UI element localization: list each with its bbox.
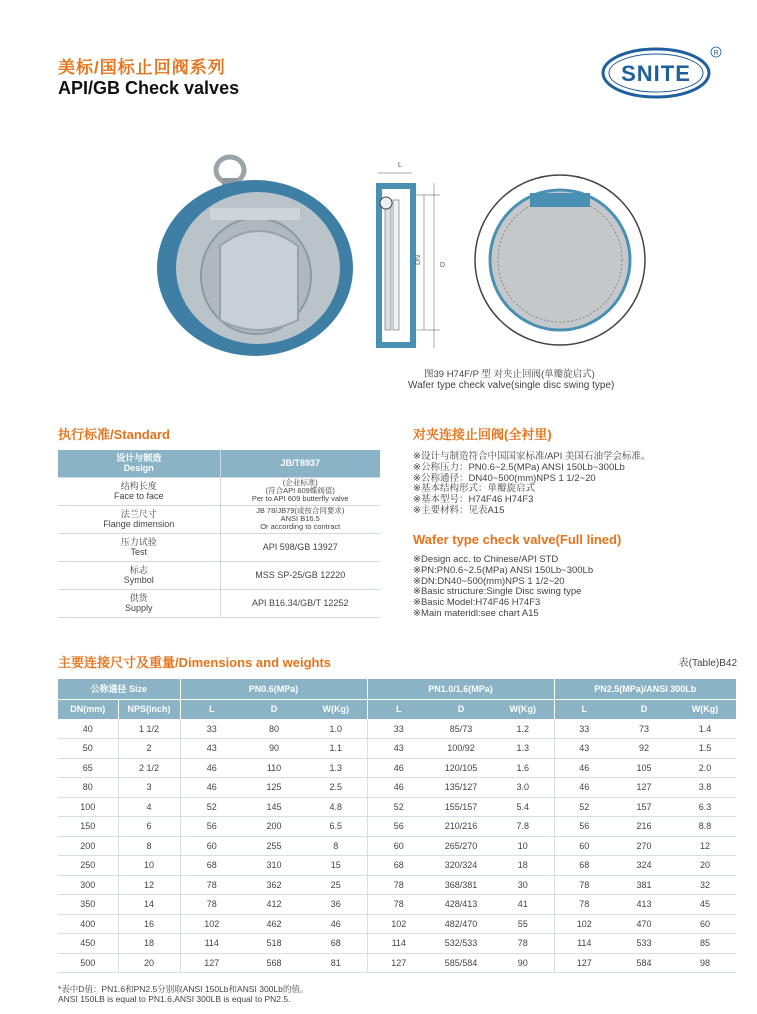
table-row: [58, 817, 736, 837]
table-row: [58, 758, 736, 778]
figure-caption-cn: 图39 H74F/P 型 对夹止回阀(单瓣旋启式): [424, 369, 595, 380]
table-cell: 36: [305, 895, 367, 915]
table-cell: 68: [305, 934, 367, 954]
table-cell: 157: [614, 797, 674, 817]
standard-row: [58, 589, 380, 617]
row-label-en: Symbol: [123, 575, 154, 585]
table-cell: 78: [180, 895, 243, 915]
row-value: API 598/GB 13927: [220, 533, 380, 561]
table-cell: 584: [614, 953, 674, 973]
row-label-cn: 标志: [129, 565, 148, 575]
valve-photo: [150, 150, 360, 360]
row-label-en: Supply: [124, 603, 153, 613]
table-cell: 6.3: [674, 797, 736, 817]
table-cell: 46: [367, 778, 430, 798]
table-cell: 210/216: [430, 817, 492, 837]
spec-line: ※主要材料：见表A15: [413, 504, 505, 516]
table-row: [58, 739, 736, 759]
header-design-cn: 设计与制造: [116, 453, 162, 464]
table-cell: 400: [58, 914, 118, 934]
table-cell: 6.5: [305, 817, 367, 837]
table-cell: 46: [554, 758, 614, 778]
table-cell: 32: [674, 875, 736, 895]
note-en: ANSI 150LB is equal to PN1.6,ANSI 300LB is equal to PN2.5.: [58, 994, 291, 1004]
table-cell: 90: [492, 953, 554, 973]
col-header: L: [554, 699, 614, 719]
col-header: W(Kg): [674, 699, 736, 719]
row-value: JB 78/JB79(或按合同要求): [256, 506, 345, 515]
table-cell: 8.8: [674, 817, 736, 837]
table-cell: 78: [367, 875, 430, 895]
table-label: 表(Table)B42: [678, 658, 737, 669]
table-cell: 114: [554, 934, 614, 954]
table-cell: 412: [243, 895, 305, 915]
table-cell: 102: [367, 914, 430, 934]
col-header: NPS(inch): [118, 699, 180, 719]
table-cell: 155/157: [430, 797, 492, 817]
dim-dn-label: DN: [415, 254, 422, 265]
table-cell: 470: [614, 914, 674, 934]
table-cell: 43: [180, 739, 243, 759]
spec-line: ※基本结构形式：单瓣旋启式: [413, 483, 535, 495]
spec-line: ※Design acc. to Chinese/API STD: [413, 554, 559, 565]
table-row: [58, 934, 736, 954]
table-cell: 12: [118, 875, 180, 895]
table-cell: 250: [58, 856, 118, 876]
table-cell: 68: [180, 856, 243, 876]
row-value: Or according to contract: [260, 522, 341, 531]
table-cell: 532/533: [430, 934, 492, 954]
spec-en-heading: Wafer type check valve(Full lined): [413, 532, 622, 547]
table-row: [58, 797, 736, 817]
table-cell: 78: [180, 875, 243, 895]
registered-mark: R: [713, 50, 719, 57]
table-cell: 78: [554, 875, 614, 895]
table-cell: 100/92: [430, 739, 492, 759]
col-header: D: [243, 699, 305, 719]
spec-en-list: [413, 555, 593, 620]
standard-table: [58, 450, 380, 618]
table-cell: 15: [305, 856, 367, 876]
spec-line: ※Main materidl:see chart A15: [413, 607, 539, 619]
row-label-en: Face to face: [113, 491, 164, 501]
table-cell: 265/270: [430, 836, 492, 856]
table-cell: 46: [305, 914, 367, 934]
col-header: W(Kg): [492, 699, 554, 719]
table-note: [58, 984, 308, 1004]
table-cell: 125: [243, 778, 305, 798]
table-cell: 368/381: [430, 875, 492, 895]
table-cell: 8: [305, 836, 367, 856]
table-cell: 33: [554, 719, 614, 739]
table-cell: 568: [243, 953, 305, 973]
group-header: PN1.0/1.6(MPa): [367, 679, 554, 699]
table-cell: 81: [305, 953, 367, 973]
table-cell: 310: [243, 856, 305, 876]
table-cell: 14: [118, 895, 180, 915]
spec-line: ※Basic structure:Single Disc swing type: [413, 586, 582, 598]
table-cell: 120/105: [430, 758, 492, 778]
title-cn: 美标/国标止回阀系列: [58, 58, 226, 77]
group-header: PN0.6(MPa): [180, 679, 367, 699]
snite-logo: [600, 44, 722, 100]
table-cell: 78: [367, 895, 430, 915]
table-cell: 60: [554, 836, 614, 856]
row-label-cn: 压力试验: [120, 537, 157, 547]
table-cell: 10: [492, 836, 554, 856]
table-cell: 270: [614, 836, 674, 856]
table-cell: 110: [243, 758, 305, 778]
table-cell: 55: [492, 914, 554, 934]
standard-row: [58, 533, 380, 561]
row-value: Per to API 609 butterfly valve: [251, 494, 349, 503]
table-cell: 102: [554, 914, 614, 934]
table-cell: 585/584: [430, 953, 492, 973]
table-cell: 114: [180, 934, 243, 954]
table-cell: 80: [58, 778, 118, 798]
table-cell: 73: [614, 719, 674, 739]
table-cell: 56: [367, 817, 430, 837]
table-cell: 33: [367, 719, 430, 739]
table-cell: 52: [180, 797, 243, 817]
dimensions-table: [58, 679, 736, 973]
col-header: W(Kg): [305, 699, 367, 719]
table-cell: 68: [367, 856, 430, 876]
table-cell: 45: [674, 895, 736, 915]
table-cell: 3: [118, 778, 180, 798]
table-cell: 46: [367, 758, 430, 778]
table-cell: 80: [243, 719, 305, 739]
table-cell: 518: [243, 934, 305, 954]
table-cell: 1.3: [492, 739, 554, 759]
table-cell: 127: [554, 953, 614, 973]
table-cell: 90: [243, 739, 305, 759]
table-cell: 56: [554, 817, 614, 837]
table-row: [58, 719, 736, 739]
table-row: [58, 856, 736, 876]
table-cell: 40: [58, 719, 118, 739]
table-cell: 1.3: [305, 758, 367, 778]
table-row: [58, 914, 736, 934]
row-value: ANSI B16.5: [280, 514, 320, 523]
table-cell: 20: [118, 953, 180, 973]
table-cell: 145: [243, 797, 305, 817]
table-cell: 60: [180, 836, 243, 856]
table-cell: 10: [118, 856, 180, 876]
standard-header-row: [58, 450, 380, 477]
figure-caption-en: Wafer type check valve(single disc swing type): [408, 380, 615, 391]
dimensions-column-row: [58, 699, 736, 719]
table-cell: 85: [674, 934, 736, 954]
table-cell: 43: [554, 739, 614, 759]
table-cell: 350: [58, 895, 118, 915]
table-row: [58, 953, 736, 973]
table-cell: 12: [674, 836, 736, 856]
table-cell: 1.5: [674, 739, 736, 759]
table-cell: 6: [118, 817, 180, 837]
table-cell: 2.0: [674, 758, 736, 778]
table-cell: 18: [492, 856, 554, 876]
col-header: D: [430, 699, 492, 719]
table-cell: 135/127: [430, 778, 492, 798]
table-cell: 46: [180, 778, 243, 798]
table-cell: 127: [614, 778, 674, 798]
spec-cn-heading: 对夹连接止回阀(全衬里): [413, 427, 552, 442]
table-cell: 102: [180, 914, 243, 934]
table-cell: 65: [58, 758, 118, 778]
table-cell: 127: [367, 953, 430, 973]
table-cell: 450: [58, 934, 118, 954]
table-cell: 4: [118, 797, 180, 817]
table-cell: 46: [554, 778, 614, 798]
spec-line: ※公称压力：PN0.6~2.5(MPa) ANSI 150Lb~300Lb: [413, 461, 625, 473]
logo-text: SNITE: [621, 61, 691, 86]
table-cell: 1 1/2: [118, 719, 180, 739]
table-cell: 46: [180, 758, 243, 778]
table-cell: 1.6: [492, 758, 554, 778]
row-value: MSS SP-25/GB 12220: [220, 561, 380, 589]
table-cell: 30: [492, 875, 554, 895]
spec-line: ※DN:DN40~500(mm)NPS 1 1/2~20: [413, 575, 565, 587]
table-row: [58, 895, 736, 915]
table-cell: 78: [492, 934, 554, 954]
row-label-en: Flange dimension: [103, 519, 175, 529]
table-cell: 381: [614, 875, 674, 895]
table-cell: 3.8: [674, 778, 736, 798]
spec-line: ※公称通径：DN40~500(mm)NPS 1 1/2~20: [413, 472, 596, 484]
row-value: (企业标准): [282, 478, 318, 487]
table-cell: 2 1/2: [118, 758, 180, 778]
table-cell: 114: [367, 934, 430, 954]
table-cell: 60: [367, 836, 430, 856]
table-cell: 428/413: [430, 895, 492, 915]
spec-line: ※Basic Model:H74F46 H74F3: [413, 597, 541, 609]
table-cell: 105: [614, 758, 674, 778]
standard-row: [58, 561, 380, 589]
row-label-cn: 结构长度: [120, 481, 157, 491]
dimensions-heading: 主要连接尺寸及重量/Dimensions and weights: [58, 655, 332, 670]
table-cell: 2: [118, 739, 180, 759]
dimensions-group-row: [58, 679, 736, 699]
col-header: L: [367, 699, 430, 719]
table-cell: 3.0: [492, 778, 554, 798]
table-cell: 92: [614, 739, 674, 759]
table-cell: 8: [118, 836, 180, 856]
dim-l-label: L: [398, 162, 402, 169]
row-label-cn: 供货: [129, 593, 148, 603]
table-cell: 20: [674, 856, 736, 876]
spec-cn-list: [413, 452, 651, 517]
table-cell: 78: [554, 895, 614, 915]
table-cell: 50: [58, 739, 118, 759]
table-cell: 300: [58, 875, 118, 895]
table-cell: 533: [614, 934, 674, 954]
table-cell: 52: [367, 797, 430, 817]
table-cell: 324: [614, 856, 674, 876]
table-cell: 100: [58, 797, 118, 817]
table-cell: 60: [674, 914, 736, 934]
table-cell: 500: [58, 953, 118, 973]
table-row: [58, 836, 736, 856]
table-cell: 1.0: [305, 719, 367, 739]
dimensions-body: [58, 719, 736, 973]
standard-header-left: [58, 450, 220, 477]
table-cell: 200: [58, 836, 118, 856]
table-cell: 43: [367, 739, 430, 759]
table-cell: 4.8: [305, 797, 367, 817]
table-cell: 25: [305, 875, 367, 895]
table-cell: 98: [674, 953, 736, 973]
col-header: DN(mm): [58, 699, 118, 719]
table-cell: 52: [554, 797, 614, 817]
table-cell: 320/324: [430, 856, 492, 876]
table-cell: 1.1: [305, 739, 367, 759]
table-cell: 5.4: [492, 797, 554, 817]
table-cell: 413: [614, 895, 674, 915]
col-header: D: [614, 699, 674, 719]
table-cell: 16: [118, 914, 180, 934]
col-header: L: [180, 699, 243, 719]
spec-line: ※PN:PN0.6~2.5(MPa) ANSI 150Lb~300Lb: [413, 564, 594, 576]
table-cell: 2.5: [305, 778, 367, 798]
row-label-cn: 法兰尺寸: [120, 509, 157, 519]
note-cn: *表中D值：PN1.6和PN2.5分别取ANSI 150Lb和ANSI 300Lb的值。: [58, 984, 309, 994]
row-value: (符合API 609蝶阀值): [265, 486, 335, 495]
table-row: [58, 875, 736, 895]
table-cell: 33: [180, 719, 243, 739]
row-label-en: Test: [130, 547, 147, 557]
row-value: API B16.34/GB/T 12252: [220, 589, 380, 617]
spec-line: ※基本型号：H74F46 H74F3: [413, 494, 534, 506]
table-cell: 216: [614, 817, 674, 837]
standard-row: [58, 505, 380, 533]
standard-heading: 执行标准/Standard: [58, 427, 170, 442]
table-cell: 7.8: [492, 817, 554, 837]
dim-d-label: D: [440, 262, 446, 269]
table-cell: 41: [492, 895, 554, 915]
header-design-en: Design: [123, 463, 154, 474]
table-cell: 85/73: [430, 719, 492, 739]
table-cell: 18: [118, 934, 180, 954]
table-cell: 56: [180, 817, 243, 837]
spec-line: ※设计与制造符合中国国家标准/API 美国石油学会标准。: [413, 451, 651, 462]
table-cell: 1.4: [674, 719, 736, 739]
table-cell: 127: [180, 953, 243, 973]
standard-row: [58, 477, 380, 505]
table-cell: 200: [243, 817, 305, 837]
table-cell: 1.2: [492, 719, 554, 739]
valve-drawing: [360, 155, 650, 360]
table-cell: 482/470: [430, 914, 492, 934]
table-cell: 362: [243, 875, 305, 895]
table-cell: 462: [243, 914, 305, 934]
table-cell: 255: [243, 836, 305, 856]
group-size-header: 公称通径 Size: [58, 679, 180, 699]
table-cell: 68: [554, 856, 614, 876]
title-en: API/GB Check valves: [58, 78, 240, 98]
table-cell: 150: [58, 817, 118, 837]
standard-header-right: JB/T8937: [220, 450, 380, 477]
table-row: [58, 778, 736, 798]
group-header: PN2.5(MPa)/ANSI 300Lb: [554, 679, 736, 699]
